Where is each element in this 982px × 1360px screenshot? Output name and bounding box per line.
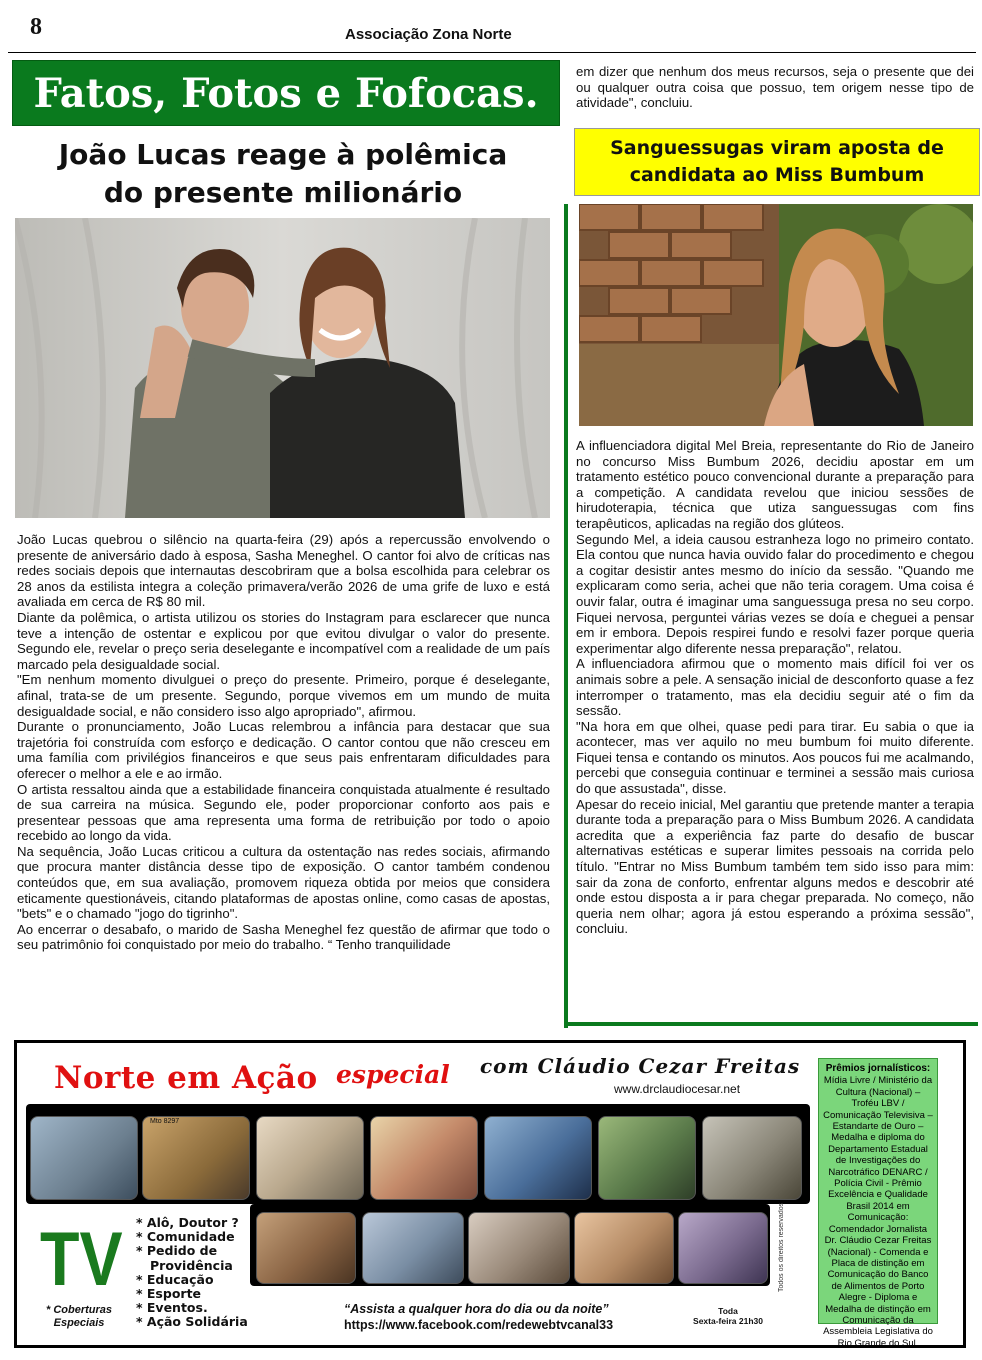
ad-thumbnail [256,1116,364,1200]
publication-name: Associação Zona Norte [345,26,512,43]
article1-paragraph: Durante o pronunciamento, João Lucas relembrou a infância para destacar que sua trajetória foi construída com esforço e dedicação. O cantor contou que não cresceu em uma família com privilégios financeiros e que seus pais enfrentaram dificuldades para oferecer o melhor a ele e ao irmão. [17,719,550,781]
article1-headline-line1: João Lucas reage à polêmica [58,138,508,171]
program-item: * Esporte [136,1286,202,1302]
program-item: * Pedido de [136,1243,218,1259]
program-item: * Eventos. [136,1300,208,1316]
candidate-photo-illustration [579,204,973,426]
header-rule [8,52,976,53]
broadcast-schedule [688,1306,768,1326]
program-list [136,1216,248,1330]
schedule-line: Toda [718,1306,738,1316]
article1-paragraph: Diante da polêmica, o artista utilizou os stories do Instagram para esclarecer que nunca teve a intenção de ostentar e explicou por que evitou divulgar o valor do presente. Segundo ele, revelar o preço seria deselegante e incompatível com a realidade de um país marcado pela desigualdade social. [17,609,550,672]
program-item: Providência [150,1257,233,1273]
article2-headline-line1: Sanguessugas viram aposta de [610,137,944,159]
article1-paragraph: O artista ressaltou ainda que a estabilidade financeira conquistada atualmente é resultado de sua carreira na música. Segundo ele, poder proporcionar conforto aos pais e presentear pessoas que ama representa uma forma de retribuição por todo o apoio recebido ao longo da vida. [17,781,550,844]
schedule-line: Sexta-feira 21h30 [693,1316,763,1326]
article2-paragraph: "Na hora em que olhei, quase pedi para tirar. Eu sabia o que ia acontecer, mas ver aquilo no meu bumbum foi muito diferente. Fiquei tensa e contando os minutos. Aos poucos fui me acalmando, percebi que conseguia continuar e terminei a sessão mais curiosa do que assustada", disse. [576,718,974,797]
ad-title-suffix: especial [336,1060,450,1089]
article1-headline [8,136,558,212]
article1-body [17,532,550,953]
section-banner: Fatos, Fotos e Fofocas. [12,60,560,126]
ad-host: com Cláudio Cezar Freitas [480,1054,801,1078]
article1-paragraph: Na sequência, João Lucas criticou a cultura da ostentação nas redes sociais, afirmando que procura manter distância desse tipo de exposição. O cantor também condenou conteúdos que, em sua avaliação, promovem riqueza obtida por meios que considera eticamente questionáveis, citando plataformas de apostas online, como casas de apostas, "bets" e o chamado "jogo do tigrinho". [17,843,550,922]
article1-paragraph: "Em nenhum momento divulguei o preço do presente. Primeiro, porque é deselegante, afinal, trata-se de um presente. Segundo, porque vivemos em um mundo de muita desigualdade social, e não considero isso algo apropriado", afirmou. [17,672,550,719]
ad-title: Norte em Ação [54,1060,318,1096]
article2-headline [574,128,980,196]
article1-continuation: em dizer que nenhum dos meus recursos, seja o presente que dei ou qualquer outra coisa que possuo, tem origem nesse tipo de atividade", concluiu. [576,64,974,111]
ad-thumbnail [574,1212,674,1284]
ad-thumbnail [702,1116,802,1200]
tv-logo: TV [40,1217,123,1302]
ad-thumbnail [256,1212,356,1284]
article2-headline-line2: candidata ao Miss Bumbum [629,164,925,186]
article2-body [576,438,974,937]
article1-paragraph: João Lucas quebrou o silêncio na quarta-feira (29) após a repercussão envolvendo o presente de aniversário dado à esposa, Sasha Meneghel. O cantor foi alvo de críticas nas redes sociais depois que internautas descobriram que a bolsa escolhida para celebrar os 28 anos da estilista integra a coleção primavera/verão 2026 de uma grife de luxo e está avaliada em cerca de R$ 80 mil. [17,532,550,610]
article2-paragraph: Segundo Mel, a ideia causou estranheza logo no primeiro contato. Ela contou que nunca havia ouvido falar do procedimento e chegou a cogitar desistir antes mesmo do início da sessão. "Quando me explicaram como seria, achei que não teria coragem. Uma coisa é ouvir falar, outra é imaginar uma sanguessuga presa no seu corpo. Fiquei nervosa, perguntei várias vezes se doía e cheguei a pensar em ir embora. Depois respirei fundo e resolvi fazer porque queria experimentar algo diferente nessa preparação", relatou. [576,531,974,656]
article2-frame-bottom [564,1022,978,1026]
article1-photo [15,218,550,518]
ad-thumbnail [30,1116,138,1200]
awards-box [818,1058,938,1349]
rights-note: Todos os direitos reservados [778,1202,785,1292]
program-item: * Educação [136,1271,214,1287]
page-number: 8 [30,14,42,40]
awards-text: Mídia Livre / Ministério da Cultura (Nacional) – Troféu LBV / Comunicação Televisiva – Estandarte de Ouro – Medalha e diploma do Departamento Estadual de Investigações do Narcotráfico DENARC / Polícia Civil - Prêmio Excelência e Qualidade Brasil 2014 em Comunicação: Comendador Jornalista Dr. Cláudio Cezar Freitas (Nacional) - Comenda e Placa de distinção em Comunicação do Banco de Alimentos de Porto Alegre - Diploma e Medalha de distinção em Comunicação da Assembleia Legislativa do Rio Grande do Sul. [823,1075,933,1349]
couple-photo-illustration [15,218,550,518]
ad-thumbnail [678,1212,768,1284]
program-item: * Ação Solidária [136,1314,248,1330]
ad-thumbnail [598,1116,696,1200]
article2-paragraph: A influenciadora afirmou que o momento mais difícil foi ver os animais sobre a pele. A sensação inicial de desconforto quase a fez interromper o tratamento, mas ela decidiu seguir até o fim da sessão. [576,656,974,719]
ad-thumbnail [370,1116,478,1200]
ad-thumbnail [142,1116,250,1200]
thumb-caption: Mto 8297 [150,1118,180,1125]
coverage-note: * Coberturas Especiais [45,1304,113,1329]
program-item: * Alô, Doutor ? [136,1215,239,1230]
article2-photo [579,204,973,426]
article1-headline-line2: do presente milionário [103,176,463,209]
ad-slogan: “Assista a qualquer hora do dia ou da noite” [344,1302,609,1316]
ad-website: www.drclaudiocesar.net [614,1082,741,1096]
program-item: * Comunidade [136,1229,235,1245]
ad-thumbnail [362,1212,464,1284]
article2-frame-left [564,204,568,1028]
article2-paragraph: Apesar do receio inicial, Mel garantiu que pretende manter a terapia durante toda a preparação para o Miss Bumbum 2026. A candidata acredita que a experiência faz parte do desafio de buscar alternativas estéticas e superar limites pessoais na corrida pelo título. "Entrar no Miss Bumbum também tem sido isso para mim: sair da zona de conforto, enfrentar alguns medos e descobrir até onde estou disposta a ir para chegar preparada. No começo, não queria nem olhar; agora já estou esperando a próxima sessão", concluiu. [576,796,974,937]
article2-paragraph: A influenciadora digital Mel Breia, representante do Rio de Janeiro no concurso Miss Bumbum 2026, decidiu apostar em um tratamento estético pouco convencional durante a preparação para a competição. A candidata revelou que iniciou sessões de hirudoterapia, técnica que utiza sanguessugas com fins terapêuticos, aplicadas na região dos glúteos. [576,438,974,531]
article1-paragraph: Ao encerrar o desabafo, o marido de Sasha Meneghel fez questão de afirmar que todo o seu patrimônio foi conquistado por meio do trabalho. “ Tenho tranquilidade [17,921,550,953]
facebook-link[interactable]: https://www.facebook.com/redewebtvcanal33 [344,1318,614,1332]
ad-thumbnail [468,1212,570,1284]
awards-title: Prêmios jornalísticos: [825,1063,931,1074]
ad-thumbnail [484,1116,592,1200]
